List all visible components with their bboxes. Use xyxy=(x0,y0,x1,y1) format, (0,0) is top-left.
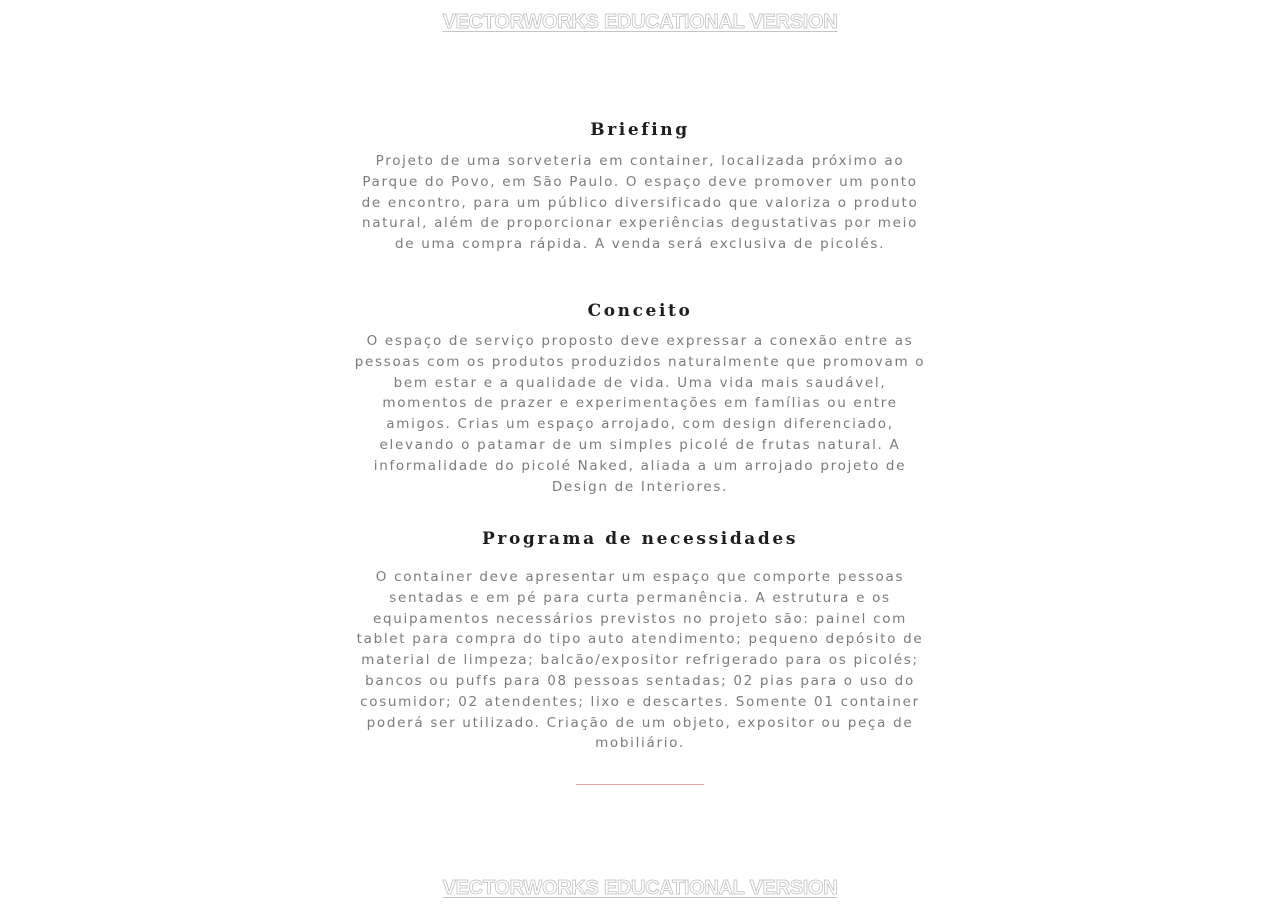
divider-line xyxy=(576,784,704,785)
programa-heading: Programa de necessidades xyxy=(482,529,798,549)
briefing-text: Projeto de uma sorveteria em container, localizada próximo ao Parque do Povo, em São Paulo. O espaço deve promover um ponto de encontro, para um público diversificado que valoriza o produto natural, além de proporcionar experiências degustativas por meio de uma compra rápida. A venda será exclusiva de picolés. xyxy=(361,153,919,253)
programa-section xyxy=(340,527,940,754)
briefing-section xyxy=(340,118,940,255)
briefing-heading: Briefing xyxy=(590,120,690,140)
conceito-section xyxy=(340,299,940,497)
watermark-bottom: VECTORWORKS EDUCATIONAL VERSION xyxy=(442,877,838,899)
watermark-top: VECTORWORKS EDUCATIONAL VERSION xyxy=(442,11,838,33)
conceito-text: O espaço de serviço proposto deve expressar a conexão entre as pessoas com os produtos produzidos naturalmente que promovam o bem estar e a qualidade de vida. Uma vida mais saudável, momentos de prazer e experimentações em famílias ou entre amigos. Crias um espaço arrojado, com design diferenciado, elevando o patamar de um simples picolé de frutas natural. A informalidade do picolé Naked, aliada a um arrojado projeto de Design de Interiores. xyxy=(354,333,926,495)
programa-text: O container deve apresentar um espaço que comporte pessoas sentadas e em pé para curta permanência. A estrutura e os equipamentos necessários previstos no projeto são: painel com tablet para compra do tipo auto atendimento; pequeno depósito de material de limpeza; balcão/expositor refrigerado para os picolés; bancos ou puffs para 08 pessoas sentadas; 02 pias para o uso do cosumidor; 02 atendentes; lixo e descartes. Somente 01 container poderá ser utilizado. Criação de um objeto, expositor ou peça de mobiliário. xyxy=(356,569,924,752)
conceito-heading: Conceito xyxy=(587,301,693,321)
